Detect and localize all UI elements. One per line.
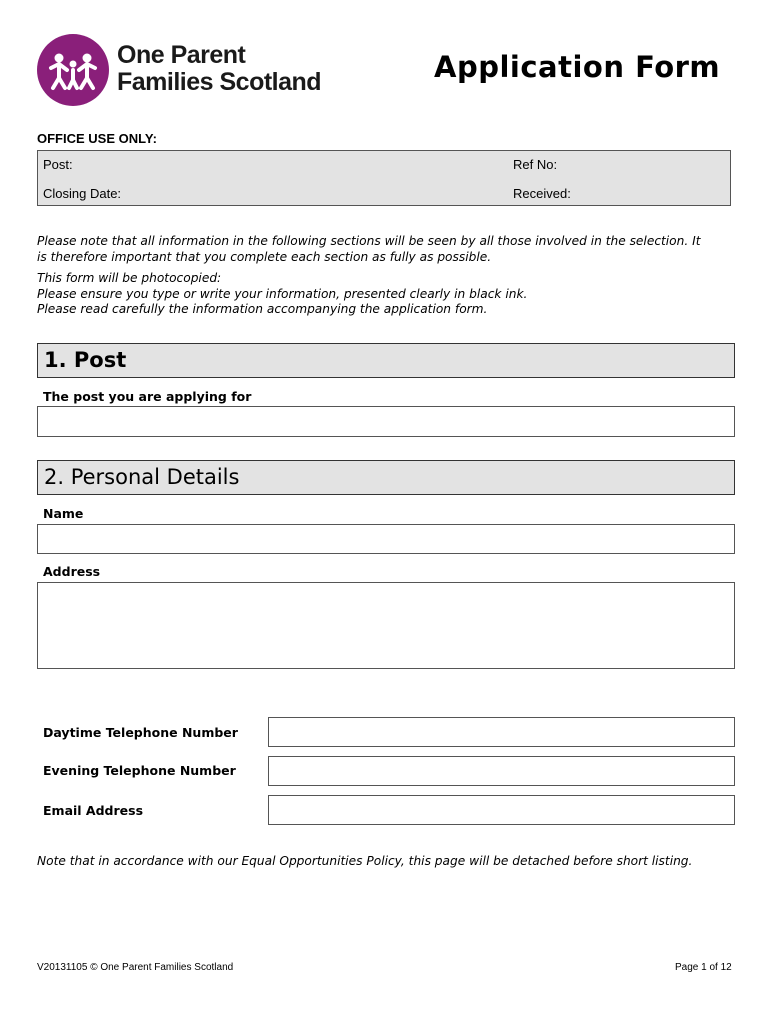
- name-label: Name: [43, 506, 84, 521]
- section-post-heading: 1. Post: [37, 343, 735, 378]
- office-received-label: Received:: [513, 186, 571, 201]
- section-personal-details-heading: 2. Personal Details: [37, 460, 735, 495]
- email-input[interactable]: [268, 795, 735, 825]
- page-title: Application Form: [434, 50, 721, 84]
- post-label: The post you are applying for: [43, 389, 252, 404]
- office-ref-label: Ref No:: [513, 157, 558, 172]
- daytime-phone-input[interactable]: [268, 717, 735, 747]
- post-input[interactable]: [37, 406, 735, 437]
- note-line: Please note that all information in the following sections will be seen by all those involved in the selection. It: [37, 234, 701, 248]
- address-label: Address: [43, 564, 101, 579]
- footer-page-number: Page 1 of 12: [675, 962, 732, 973]
- org-name-line2: Families Scotland: [117, 68, 322, 96]
- office-use-box: [37, 150, 731, 206]
- note-line: Please read carefully the information accompanying the application form.: [37, 302, 488, 316]
- note-line: is therefore important that you complete each section as fully as possible.: [37, 250, 492, 264]
- policy-note: Note that in accordance with our Equal Opportunities Policy, this page will be detached before short listing.: [37, 854, 693, 868]
- org-logo-icon: [37, 34, 109, 106]
- name-input[interactable]: [37, 524, 735, 554]
- note-line: Please ensure you type or write your information, presented clearly in black ink.: [37, 287, 528, 301]
- evening-phone-label: Evening Telephone Number: [43, 763, 236, 778]
- note-line: This form will be photocopied:: [37, 271, 222, 285]
- footer-version: V20131105 © One Parent Families Scotland: [37, 962, 234, 973]
- address-input[interactable]: [37, 582, 735, 669]
- daytime-phone-label: Daytime Telephone Number: [43, 725, 238, 740]
- org-name: [117, 42, 321, 96]
- office-post-label: Post:: [43, 157, 73, 172]
- office-use-label: OFFICE USE ONLY:: [37, 131, 157, 146]
- org-name-line1: One Parent: [117, 41, 246, 69]
- office-closing-date-label: Closing Date:: [43, 186, 122, 201]
- evening-phone-input[interactable]: [268, 756, 735, 786]
- email-label: Email Address: [43, 803, 144, 818]
